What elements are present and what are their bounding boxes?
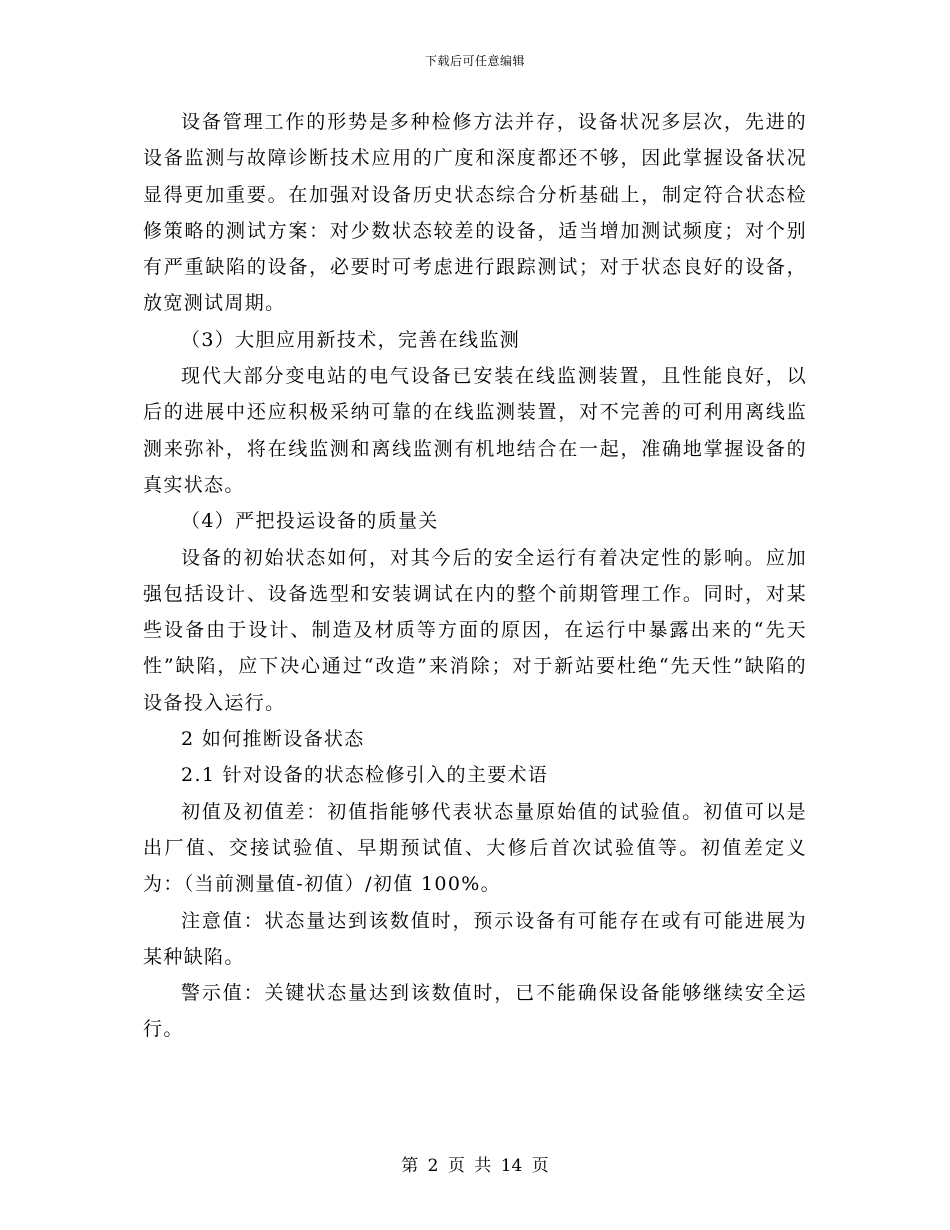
paragraph-attention-value: 注意值：状态量达到该数值时，预示设备有可能存在或有可能进展为某种缺陷。 <box>143 909 807 968</box>
document-body <box>143 104 807 1048</box>
page-header: 下载后可任意编辑 <box>424 54 525 68</box>
paragraph-testing-plan: 设备管理工作的形势是多种检修方法并存，设备状况多层次，先进的设备监测与故障诊断技术应用的广度和深度都还不够，因此掌握设备状况显得更加重要。在加强对设备历史状态综合分析基础上，制定符合状态检修策略的测试方案：对少数状态较差的设备，适当增加测试频度；对个别有严重缺陷的设备，必要时可考虑进行跟踪测试；对于状态良好的设备，放宽测试周期。 <box>143 111 807 315</box>
paragraph-initial-state: 设备的初始状态如何，对其今后的安全运行有着决定性的影响。应加强包括设计、设备选型和安装调试在内的整个前期管理工作。同时，对某些设备由于设计、制造及材质等方面的原因，在运行中暴露出来的“先天性”缺陷，应下决心通过“改造”来消除；对于新站要杜绝“先天性”缺陷的设备投入运行。 <box>143 546 807 714</box>
paragraph-initial-value: 初值及初值差：初值指能够代表状态量原始值的试验值。初值可以是出厂值、交接试验值、早期预试值、大修后首次试验值等。初值差定义为：（当前测量值-初值）/初值 100%。 <box>143 800 807 896</box>
paragraph-online-monitoring: 现代大部分变电站的电气设备已安装在线监测装置，且性能良好，以后的进展中还应积极采纳可靠的在线监测装置，对不完善的可利用离线监测来弥补，将在线监测和离线监测有机地结合在一起，准确地掌握设备的真实状态。 <box>143 365 807 496</box>
subheading-quality-control: （4）严把投运设备的质量关 <box>181 510 439 533</box>
paragraph-warning-value: 警示值：关键状态量达到该数值时，已不能确保设备能够继续安全运行。 <box>143 982 807 1041</box>
section-heading-2-1: 2.1 针对设备的状态检修引入的主要术语 <box>181 764 549 787</box>
subheading-online-monitoring: （3）大胆应用新技术，完善在线监测 <box>181 328 521 351</box>
section-heading-2: 2 如何推断设备状态 <box>181 728 365 751</box>
page-number: 第 2 页 共 14 页 <box>401 1156 549 1176</box>
